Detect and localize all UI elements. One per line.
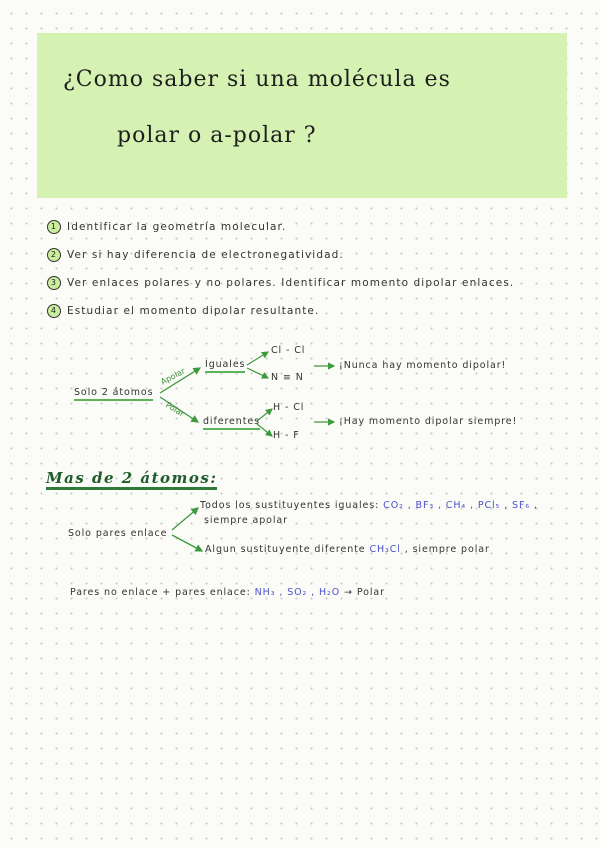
step-2-text: Ver si hay diferencia de electronegatividad. — [67, 249, 344, 261]
arrow-n-n — [247, 368, 268, 378]
step-2-number: 2 — [47, 248, 61, 262]
step-1-text: Identificar la geometría molecular. — [67, 221, 287, 233]
step-3-number: 3 — [47, 276, 61, 290]
branch-todos-iguales-text: Todos los sustituyentes iguales: — [200, 500, 380, 511]
arrow-cl-cl — [247, 352, 268, 365]
two-atoms-root-label: Solo 2 átomos — [74, 387, 153, 401]
example-cl-cl: Cl - Cl — [271, 345, 306, 356]
branch-todos-iguales — [200, 500, 538, 511]
equal-branch-label: Iguales — [205, 359, 245, 373]
lone-pairs-text: Pares no enlace + pares enlace: — [70, 587, 251, 598]
branch-todos-iguales-result: siempre apolar — [204, 515, 288, 526]
lone-pairs-result: Polar — [356, 587, 385, 598]
branch-algun-diferente-text: Algun sustituyente diferente — [205, 544, 366, 555]
equal-result: ¡Nunca hay momento dipolar! — [339, 360, 507, 371]
example-n-n: N ≡ N — [271, 372, 304, 383]
diff-branch-label: diferentes — [203, 416, 260, 430]
step-1-number: 1 — [47, 220, 61, 234]
lone-pairs-examples: NH₃ , SO₂ , H₂O — [254, 587, 341, 598]
arrow-algun-diferente — [172, 535, 202, 551]
apolar-label: Apolar — [159, 366, 187, 387]
more-atoms-root: Solo pares enlace — [68, 528, 168, 539]
two-atoms-root — [74, 387, 153, 398]
branch-todos-iguales-examples: CO₂ , BF₃ , CH₄ , PCl₅ , SF₆ , — [383, 500, 538, 511]
step-4-number: 4 — [47, 304, 61, 318]
step-4-text: Estudiar el momento dipolar resultante. — [67, 305, 320, 317]
diff-result: ¡Hay momento dipolar siempre! — [339, 416, 518, 427]
branch-algun-diferente-result: , siempre polar — [404, 544, 490, 555]
branch-algun-diferente — [205, 544, 490, 555]
example-h-cl: H - Cl — [273, 402, 305, 413]
more-atoms-heading — [46, 469, 217, 487]
example-h-f: H - F — [273, 430, 300, 441]
lone-pairs-arrow: → — [344, 587, 353, 598]
arrow-todos-iguales — [172, 508, 198, 530]
title-line-1: ¿Como saber si una molécula es — [63, 67, 451, 92]
polar-label: Polar — [164, 400, 186, 419]
diff-branch — [203, 416, 260, 427]
equal-branch — [205, 359, 245, 370]
title-line-2: polar o a-polar ? — [117, 123, 317, 148]
more-atoms-heading-text: Mas de 2 átomos: — [46, 469, 217, 490]
branch-algun-diferente-example: CH₃Cl — [369, 544, 401, 555]
lone-pairs-line — [70, 587, 385, 598]
step-3-text: Ver enlaces polares y no polares. Identificar momento dipolar enlaces. — [67, 277, 515, 289]
